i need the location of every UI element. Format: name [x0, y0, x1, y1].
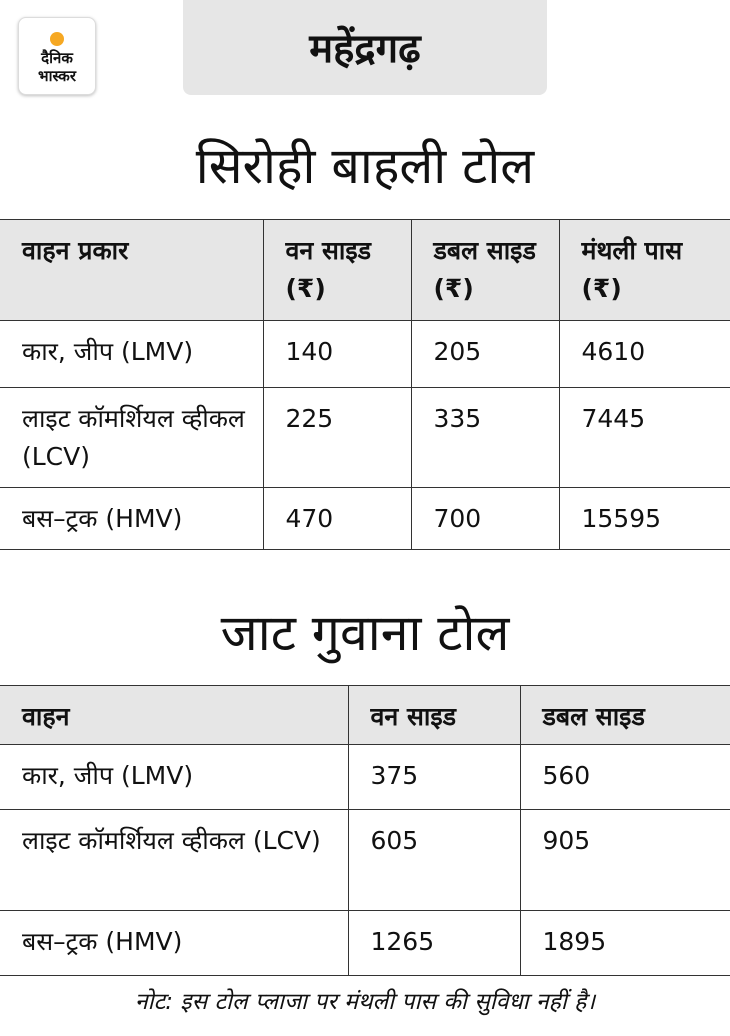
- table-cell: 205: [411, 321, 559, 388]
- table-cell: 905: [520, 810, 730, 911]
- table-cell: 7445: [559, 388, 730, 488]
- table-cell: 15595: [559, 488, 730, 550]
- table-cell: 560: [520, 745, 730, 810]
- city-title: महेंद्रगढ़: [309, 26, 421, 72]
- table-cell: 225: [263, 388, 411, 488]
- toll2-title: जाट गुवाना टोल: [220, 604, 510, 662]
- table-cell: 605: [348, 810, 520, 911]
- table-cell: लाइट कॉमर्शियल व्हीकल (LCV): [0, 388, 263, 488]
- dainik-bhaskar-logo: [18, 17, 96, 95]
- footnote: नोट: इस टोल प्लाजा पर मंथली पास की सुविधा नहीं है।: [134, 989, 596, 1015]
- table-header-row: [0, 220, 730, 321]
- toll2-table: [0, 685, 730, 976]
- column-header: वन साइड: [348, 686, 520, 745]
- table-cell: बस–ट्रक (HMV): [0, 911, 348, 976]
- table-row: [0, 388, 730, 488]
- column-header: वाहन प्रकार: [0, 220, 263, 321]
- column-header: डबल साइड (₹): [411, 220, 559, 321]
- logo-line2: भास्कर: [38, 67, 76, 85]
- table-cell: 470: [263, 488, 411, 550]
- table-cell: 1895: [520, 911, 730, 976]
- table-cell: 4610: [559, 321, 730, 388]
- column-header: डबल साइड: [520, 686, 730, 745]
- city-header: [183, 0, 547, 95]
- table-cell: कार, जीप (LMV): [0, 321, 263, 388]
- table-cell: बस–ट्रक (HMV): [0, 488, 263, 550]
- column-header: वन साइड (₹): [263, 220, 411, 321]
- table-cell: 335: [411, 388, 559, 488]
- table-row: [0, 488, 730, 550]
- table-cell: कार, जीप (LMV): [0, 745, 348, 810]
- table-row: [0, 810, 730, 911]
- table-row: [0, 321, 730, 388]
- table-cell: 700: [411, 488, 559, 550]
- table-cell: 140: [263, 321, 411, 388]
- column-header: वाहन: [0, 686, 348, 745]
- logo-line1: दैनिक: [41, 49, 73, 67]
- sun-icon: [50, 32, 64, 46]
- table-header-row: [0, 686, 730, 745]
- table-row: [0, 745, 730, 810]
- toll1-table: [0, 219, 730, 550]
- table-cell: 375: [348, 745, 520, 810]
- table-cell: 1265: [348, 911, 520, 976]
- table-row: [0, 911, 730, 976]
- toll1-title: सिरोही बाहली टोल: [195, 137, 535, 195]
- table-cell: लाइट कॉमर्शियल व्हीकल (LCV): [0, 810, 348, 911]
- column-header: मंथली पास (₹): [559, 220, 730, 321]
